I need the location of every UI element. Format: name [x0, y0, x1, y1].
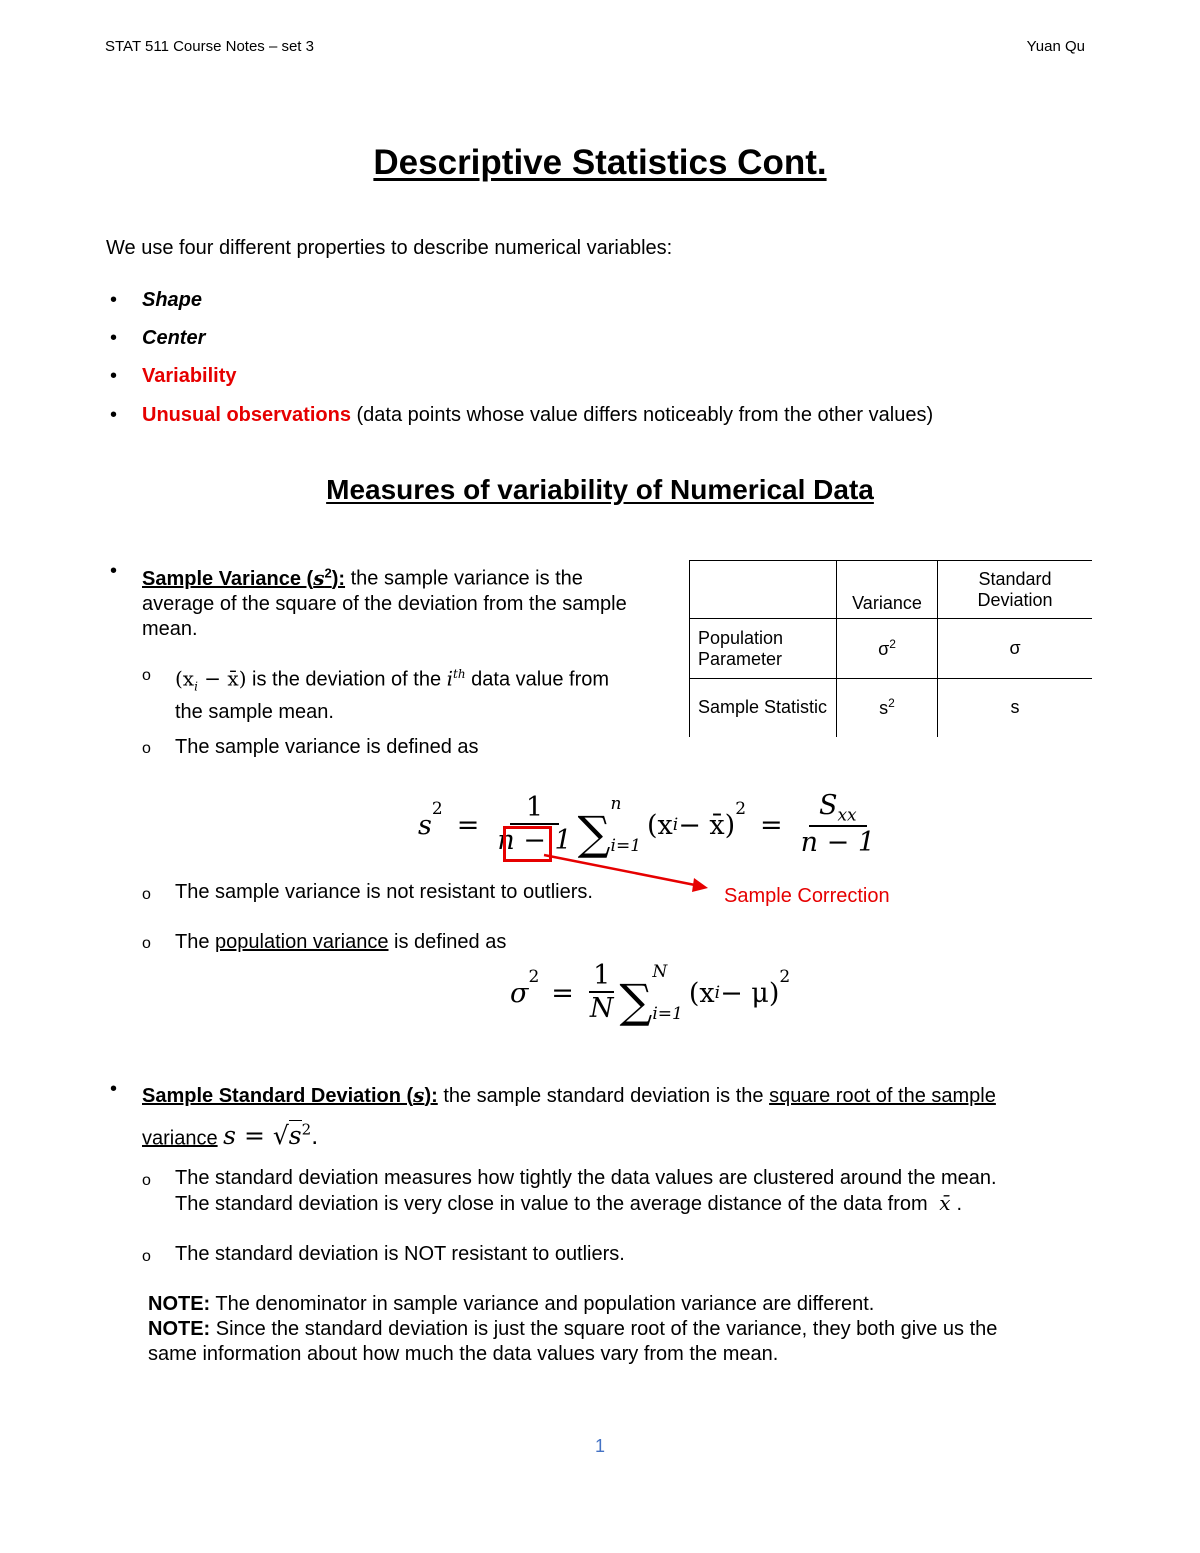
table-header-empty: [690, 561, 837, 619]
sub-bullet-icon: o: [142, 935, 151, 952]
pformula-body-sub: i: [714, 983, 721, 1003]
table-row-label: Population Parameter: [690, 619, 837, 679]
pop-pre: The: [175, 931, 216, 953]
dev-rest: − x̄): [197, 666, 247, 691]
sd-formula-exp: 2: [301, 1121, 312, 1139]
dev-expr: (x: [175, 666, 195, 691]
bullet-icon: •: [110, 404, 118, 426]
list-item: [110, 289, 203, 312]
std-link1: square root of the sample: [769, 1085, 996, 1107]
formula-den: n − 1: [497, 824, 572, 856]
bullet-icon: •: [110, 365, 118, 387]
sd-formula-arg: s: [288, 1121, 302, 1151]
sub-bullet-icon: o: [142, 886, 151, 903]
sub-bullet-icon: o: [142, 1248, 151, 1265]
pformula-body-rest: − μ): [720, 977, 780, 1009]
sd-formula-end: .: [311, 1122, 319, 1151]
pformula-lhs: σ: [510, 977, 529, 1009]
section-title: Measures of variability of Numerical Data: [326, 474, 874, 505]
psum-lower: i=1: [652, 1004, 683, 1024]
pformula-fraction: [586, 961, 618, 1025]
table-cell-variance: [837, 619, 938, 679]
dev-sub: i: [194, 679, 198, 694]
sd-sub1-line2: The standard deviation is very close in value to the average distance of the data from: [175, 1193, 928, 1215]
std-term-end: ):: [424, 1085, 438, 1107]
bullet-icon: •: [110, 560, 118, 582]
bullet-icon: •: [110, 1078, 118, 1100]
note-1: [148, 1292, 1088, 1317]
note-label: NOTE:: [148, 1293, 211, 1315]
psum-upper: N: [652, 962, 668, 982]
sample-variance-definition: [142, 560, 672, 642]
list-item: [110, 365, 237, 388]
sigma-icon: ∑: [619, 974, 653, 1028]
sum-lower: i=1: [610, 836, 642, 856]
desc-line3: mean.: [142, 617, 198, 640]
property-unusual-note: (data points whose value differs noticeably from the other values): [356, 404, 934, 426]
notes-block: [148, 1292, 1088, 1367]
list-item: [110, 327, 206, 350]
pformula-body: (x: [688, 977, 715, 1009]
running-header-left: STAT 511 Course Notes – set 3: [105, 38, 314, 55]
property-unusual: Unusual observations: [142, 404, 351, 426]
defined-text: The sample variance is defined as: [175, 736, 479, 758]
sub-bullet-icon: o: [142, 1172, 151, 1189]
note-text: The denominator in sample variance and population variance are different.: [210, 1293, 875, 1315]
table-row-label: Sample Statistic: [690, 679, 837, 737]
sample-variance-term: Sample Variance (: [142, 567, 314, 590]
desc-line1: the sample variance is the: [345, 567, 583, 590]
intro-text: We use four different properties to describe numerical variables:: [106, 237, 673, 259]
property-center: Center: [142, 327, 206, 349]
note-text: Since the standard deviation is just the square root of the variance, they both give us the: [210, 1318, 998, 1340]
samp-var-symbol: s: [879, 698, 889, 719]
std-dev-sub1: [175, 1166, 1095, 1217]
variance-table: [689, 560, 1092, 737]
std-link2: variance: [142, 1127, 218, 1150]
page-title: Descriptive Statistics Cont.: [373, 143, 827, 182]
std-s-symbol: s: [413, 1083, 425, 1107]
sum-upper: n: [610, 794, 622, 814]
term-end: ):: [331, 567, 346, 590]
page-number: 1: [594, 1436, 605, 1456]
dev-th: th: [453, 667, 466, 681]
formula-exp: 2: [431, 799, 443, 819]
formula-den2: n − 1: [800, 826, 875, 858]
bullet-icon: •: [110, 289, 118, 311]
formula-lhs: s: [418, 809, 432, 841]
sub-bullet-icon: o: [142, 740, 151, 757]
not-resistant-text: The sample variance is not resistant to outliers.: [175, 881, 593, 903]
pop-link: population variance: [215, 931, 389, 953]
formula-fraction2: [797, 791, 879, 859]
dev-text3: the sample mean.: [175, 700, 334, 723]
note-2: [148, 1317, 1088, 1342]
bullet-icon: •: [110, 327, 118, 349]
property-variability: Variability: [142, 365, 237, 387]
formula-body-sub: i: [672, 815, 679, 835]
property-shape: Shape: [142, 289, 203, 311]
pop-post: is defined as: [388, 931, 507, 953]
sd-formula-lhs: s: [223, 1121, 237, 1151]
dev-i: i: [446, 666, 454, 691]
formula-body-exp: 2: [735, 799, 747, 819]
sd-formula-eq: = √: [236, 1121, 289, 1151]
formula-eq2: =: [760, 809, 783, 841]
pformula-exp: 2: [528, 967, 540, 987]
sd-sub1-line1: The standard deviation measures how tightly the data values are clustered around the mean.: [175, 1167, 997, 1189]
s-symbol: s: [313, 565, 325, 590]
table-cell-sd: s: [938, 679, 1093, 737]
sub-bullet-icon: o: [142, 667, 151, 684]
formula-num2: S: [818, 789, 838, 821]
formula-eq: =: [456, 809, 480, 841]
desc-line2: average of the square of the deviation from the sample: [142, 592, 627, 615]
table-header-sd: Standard Deviation: [938, 561, 1093, 619]
table-cell-sd: σ: [938, 619, 1093, 679]
pformula-body-exp: 2: [779, 967, 791, 987]
list-item: [110, 404, 934, 427]
sigma-icon: ∑: [577, 806, 611, 860]
sample-correction-label: Sample Correction: [724, 885, 890, 907]
population-variance-formula: [510, 953, 790, 1033]
deviation-text: [175, 662, 675, 725]
dev-text2: data value from: [465, 668, 610, 691]
formula-num2-sub: xx: [837, 805, 857, 826]
pop-var-exp: 2: [889, 637, 896, 651]
std-dev-sub2: The standard deviation is NOT resistant to outliers.: [175, 1243, 625, 1265]
exponent: 2: [324, 565, 332, 580]
running-header-right: Yuan Qu: [1026, 38, 1085, 55]
formula-num: 1: [510, 793, 559, 825]
pop-var-symbol: σ: [878, 639, 890, 659]
table-cell-variance: [837, 679, 938, 737]
note-label: NOTE:: [148, 1318, 211, 1340]
std-desc1: the sample standard deviation is the: [437, 1085, 770, 1107]
pformula-eq: =: [551, 977, 574, 1009]
note-2-continuation: same information about how much the data values vary from the mean.: [148, 1343, 779, 1365]
samp-var-exp: 2: [888, 696, 895, 711]
formula-body: (x: [647, 809, 673, 841]
pformula-den: N: [589, 992, 614, 1024]
std-dev-definition: [142, 1078, 1102, 1155]
table-header-variance: Variance: [837, 561, 938, 619]
formula-body-rest: − x̄): [678, 809, 736, 841]
sd-sub1-end: .: [956, 1193, 963, 1215]
sd-sub1-xbar: x̄: [939, 1191, 951, 1215]
population-variance-text: [175, 930, 506, 955]
dev-text1: is the deviation of the: [246, 668, 447, 691]
pformula-num: 1: [589, 961, 614, 993]
std-dev-term: Sample Standard Deviation (: [142, 1085, 414, 1107]
